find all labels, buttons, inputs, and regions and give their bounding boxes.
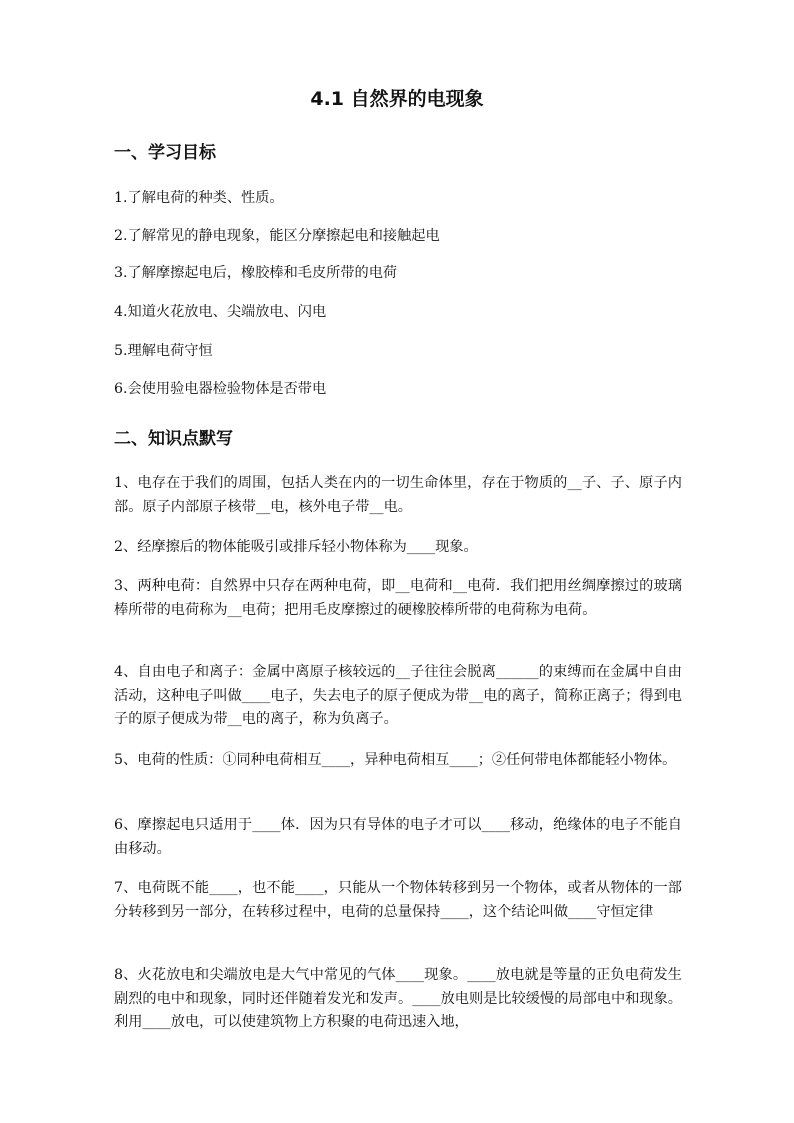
goal-item: 4.知道火花放电、尖端放电、闪电 [114,304,327,320]
knowledge-item: 8、火花放电和尖端放电是大气中常见的气体____现象。____放电就是等量的正负电荷发生剧烈的电中和现象，同时还伴随着发光和发声。____放电则是比较缓慢的局部电中和现象。利用____放电，可以使建筑物上方积聚的电荷迅速入地， [114,967,682,1030]
knowledge-item: 3、两种电荷：自然界中只存在两种电荷，即__电荷和__电荷．我们把用丝绸摩擦过的玻璃棒所带的电荷称为__电荷；把用毛皮摩擦过的硬橡胶棒所带的电荷称为电荷。 [114,578,682,618]
section-heading-knowledge-points: 二、知识点默写 [114,429,233,449]
goal-item: 5.理解电荷守恒 [114,343,213,359]
knowledge-item: 6、摩擦起电只适用于____体．因为只有导体的电子才可以____移动，绝缘体的电子不能自由移动。 [114,817,682,857]
page-title: 4.1 自然界的电现象 [310,88,484,110]
knowledge-item: 7、电荷既不能____，也不能____，只能从一个物体转移到另一个物体，或者从物体的一部分转移到另一部分，在转移过程中，电荷的总量保持____，这个结论叫做____守恒定律 [114,880,682,920]
knowledge-item: 2、经摩擦后的物体能吸引或排斥轻小物体称为____现象。 [114,539,478,555]
goal-item: 3.了解摩擦起电后，橡胶棒和毛皮所带的电荷 [114,265,398,281]
knowledge-item: 5、电荷的性质：①同种电荷相互____，异种电荷相互____；②任何带电体都能轻小物体。 [114,752,677,768]
goal-item: 2.了解常见的静电现象，能区分摩擦起电和接触起电 [114,228,440,244]
section-heading-learning-goals: 一、学习目标 [114,143,216,163]
knowledge-item: 4、自由电子和离子：金属中离原子核较远的__子往往会脱离______的束缚而在金属中自由活动，这种电子叫做____电子，失去电子的原子便成为带__电的离子，简称正离子；得到电子的原子便成为带__电的离子，称为负离子。 [114,664,682,727]
goal-item: 1.了解电荷的种类、性质。 [114,190,284,206]
goal-item: 6.会使用验电器检验物体是否带电 [114,381,327,397]
knowledge-item: 1、电存在于我们的周围，包括人类在内的一切生命体里，存在于物质的__子、子、原子内部。原子内部原子核带__电，核外电子带__电。 [114,475,682,515]
